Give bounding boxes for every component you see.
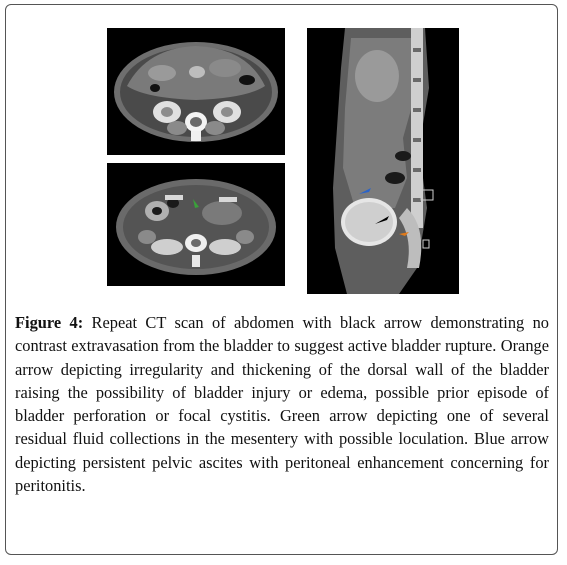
figure-caption (15, 311, 549, 497)
ct-sagittal-image (307, 28, 459, 294)
ct-axial-kidney-image (107, 28, 285, 155)
ct-axial-pelvis-drawing (107, 163, 285, 286)
ct-axial-kidney-drawing (107, 28, 285, 155)
figure-caption-text: Repeat CT scan of abdomen with black arrow demonstrating no contrast extravasation from the bladder to suggest active bladder rupture. Orange arrow depicting irregularity and thickening of the dorsal wall of the bladder raising the possibility of bladder injury or edema, possible prior episode of bladder perforation or focal cystitis. Green arrow depicting one of several residual fluid collections in the mesentery with possible loculation. Blue arrow depicting persistent pelvic ascites with peritoneal enhancement concerning for peritonitis. (15, 313, 549, 496)
ct-axial-pelvis-image (107, 163, 285, 286)
figure-label: Figure 4: (15, 313, 84, 332)
ct-sagittal-drawing (307, 28, 459, 294)
